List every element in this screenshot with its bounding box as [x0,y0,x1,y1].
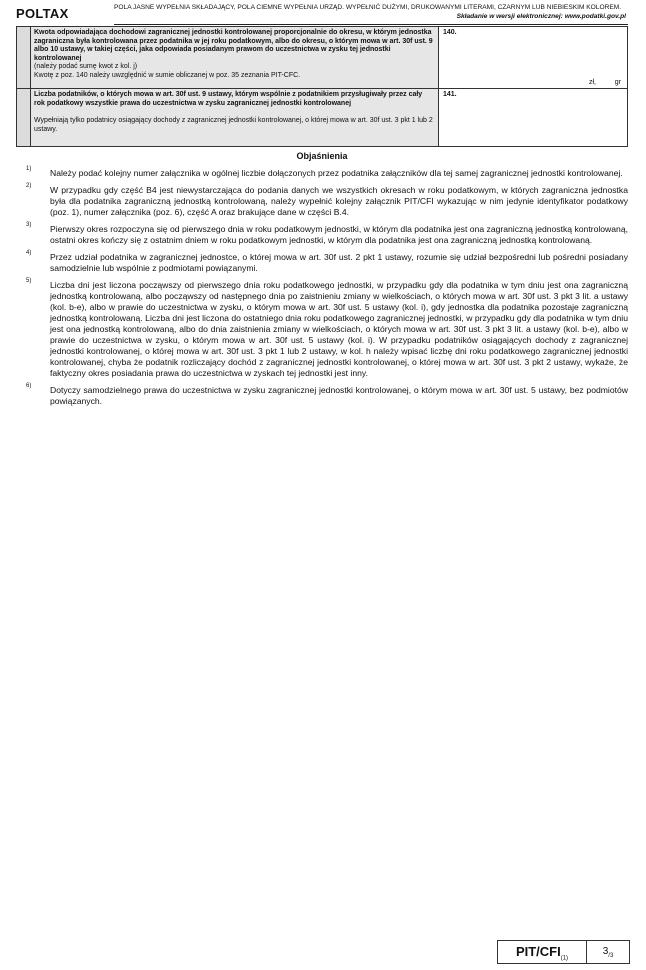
explanations-title: Objaśnienia [296,151,348,161]
form-table [16,26,628,147]
unit-gr: gr [614,79,621,86]
electronic-filing-note: Składanie w wersji elektronicznej: www.podatki.gov.pl [456,13,626,20]
header-divider [114,24,628,25]
explanation-text: Liczba dni jest liczona począwszy od pierwszego dnia roku podatkowego jednostki, w przypadku gdy dla podatnika w tym dniu jest ona zagraniczną jednostką kontrolowaną, albo począwszy od następnego dnia po zaistnieniu zmiany w wielkościach, o których mowa w art. 30f ust. 3 pkt 3 lit. a ustawy (kol. b-e), albo w prawie do uczestnictwa w zysku, o którym mowa w art. 30f ust. 5 ustawy (kol. i), gdy jednostka dla podatnika pozostaje zagraniczną jednostką kontrolowaną. Liczba dni jest liczona do ostatniego dnia roku podatkowego zagranicznej jednostki, w przypadku gdy dla podatnika w tym dniu jest ona jednostką kontrolowaną, albo do dnia zaistnienia zmiany w wielkościach, o których mowa w art. 30f ust. 3 pkt 3 lit. a ustawy (kol. b-e), albo w prawie do uczestnictwa w zysku, o którym mowa w art. 30f ust. 5 ustawy (kol. i). W przypadku podatników osiągających dochody z zagranicznej jednostki kontrolowanej, o której mowa w art. 30f ust. 3 pkt 1 lub 2 ustawy, w kol. h należy wpisać liczbę dni roku podatkowego zagranicznej jednostki kontrolowanej, chyba że podatnik rozliczający dochód z zagranicznej jednostki kontrolowanej, o której mowa w art. 30f ust. 3 pkt 2 ustawy, wykaże, że faktyczny okres posiadania prawa do uczestnictwa w zyskach tej jednostki jest inny. [50,280,628,378]
explanation-item [26,224,628,246]
form-variant: (1) [560,955,569,962]
filling-instructions: POLA JASNE WYPEŁNIA SKŁADAJĄCY, POLA CIEMNE WYPEŁNIA URZĄD. WYPEŁNIĆ DUŻYMI, DRUKOWANYMI LITERAMI, CZARNYM LUB NIEBIESKIM KOLOREM. [114,4,622,11]
explanations-list [26,168,628,413]
page-header [16,2,628,26]
explanation-text: W przypadku gdy część B4 jest niewystarczająca do podania danych we wszystkich okresach w roku podatkowym, w których zagraniczna jednostka była dla podatnika zagraniczną jednostką kontrolowaną, należy wypełnić kolejny załącznik PIT/CFI wykazując w nim jedynie identyfikator podatkowy (poz. 1), numer załącznika (poz. 6), część A oraz brakujące dane w części B.4. [50,185,628,217]
form-code-text: PIT/CFI [515,944,561,959]
row-140-note-2: Kwotę z poz. 140 należy uwzględnić w sumie obliczanej w poz. 35 zeznania PIT-CFC. [34,71,301,79]
explanation-text: Dotyczy samodzielnego prawa do uczestnictwa w zysku zagranicznej jednostki kontrolowanej, o którym mowa w art. 30f ust. 5 ustawy, bez podmiotów powiązanych. [50,385,628,406]
unit-zl: zł, [589,79,596,86]
explanation-text: Przez udział podatnika w zagranicznej jednostce, o której mowa w art. 30f ust. 2 pkt 1 ustawy, rozumie się udział bezpośredni lub pośredni posiadany samodzielnie lub wspólnie z podmiotami powiązanymi. [50,252,628,273]
row-141-note: Wypełniają tylko podatnicy osiągający dochody z zagranicznej jednostki kontrolowanej, o której mowa w art. 30f ust. 3 pkt 1 lub 2 ustawy. [34,117,433,133]
explanation-item [26,252,628,274]
brand-logo-text: POLTAX [16,6,69,21]
footnote-marker: 6) [26,383,32,389]
footnote-marker: 2) [26,183,32,189]
field-141[interactable] [439,89,628,147]
page-total: 3 [609,953,614,959]
explanation-text: Pierwszy okres rozpoczyna się od pierwszego dnia w roku podatkowym jednostki, w którym dla podatnika jest ona zagraniczną jednostką kontrolowaną, ostatni okres kończy się z ostatnim dniem w roku podatkowym jednostki, w którym dla podatnika jest ona zagraniczną jednostką kontrolowaną. [50,224,628,245]
row-140-description [31,27,439,89]
row-140-note-1: (należy podać sumę kwot z kol. j) [34,63,138,71]
page-current: 3 [602,946,609,957]
row-side-margin [17,89,31,147]
row-side-margin [17,27,31,89]
explanation-item [26,280,628,379]
explanation-item [26,168,628,179]
explanation-item [26,385,628,407]
row-140-label: Kwota odpowiadająca dochodowi zagranicznej jednostki kontrolowanej proporcjonalnie do okresu, w którym jednostka zagraniczna była kontrolowana przez podatnika w jej roku podatkowym, albo do okresu, o którym mowa w art. 30f ust. 9 albo 10 ustawy, w takiej części, jaka odpowiada posiadanym prawom do uczestnictwa w zysku tej jednostki kontrolowanej [34,29,433,62]
form-footer [497,940,630,964]
form-row-141 [17,89,628,147]
row-141-description [31,89,439,147]
field-140-number: 140. [443,29,457,36]
explanation-item [26,185,628,218]
footnote-marker: 3) [26,222,32,228]
form-code [498,941,587,963]
form-row-140 [17,27,628,89]
footnote-marker: 1) [26,166,32,172]
row-141-label: Liczba podatników, o których mowa w art. 30f ust. 9 ustawy, którym wspólnie z podatnikiem przysługiwały przez cały rok podatkowy wszystkie prawa do uczestnictwa w zysku zagranicznej jednostki kontrolowanej [34,91,423,107]
page-number: $3_{/3}$ [602,946,614,959]
footnote-marker: 5) [26,278,32,284]
field-140[interactable] [439,27,628,89]
field-141-number: 141. [443,91,457,98]
footnote-marker: 4) [26,250,32,256]
explanation-text: Należy podać kolejny numer załącznika w ogólnej liczbie dołączonych przez podatnika załączników dla tej samej zagranicznej jednostki kontrolowanej. [50,168,623,178]
